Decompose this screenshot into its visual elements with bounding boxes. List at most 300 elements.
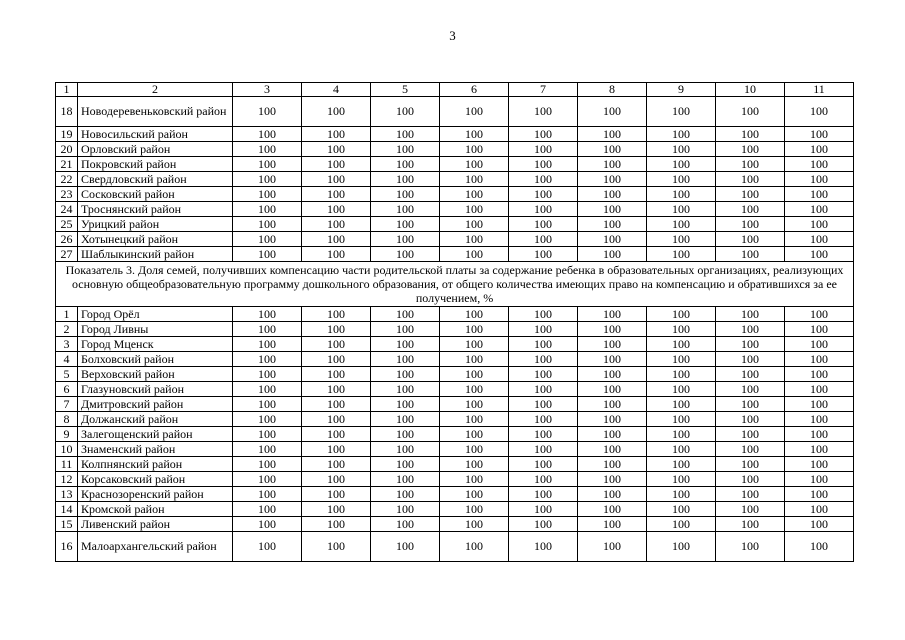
value-cell: 100 (647, 367, 716, 382)
row-number: 3 (56, 337, 78, 352)
table-row (56, 97, 854, 127)
district-name: Орловский район (78, 142, 233, 157)
value-cell: 100 (647, 322, 716, 337)
value-cell: 100 (233, 442, 302, 457)
value-cell: 100 (716, 142, 785, 157)
value-cell: 100 (302, 442, 371, 457)
value-cell: 100 (302, 232, 371, 247)
value-cell: 100 (785, 172, 854, 187)
value-cell: 100 (233, 247, 302, 262)
value-cell: 100 (233, 487, 302, 502)
value-cell: 100 (233, 397, 302, 412)
row-number: 12 (56, 472, 78, 487)
district-name: Должанский район (78, 412, 233, 427)
value-cell: 100 (578, 502, 647, 517)
value-cell: 100 (578, 487, 647, 502)
value-cell: 100 (647, 382, 716, 397)
value-cell: 100 (233, 97, 302, 127)
value-cell: 100 (578, 232, 647, 247)
row-number: 15 (56, 517, 78, 532)
value-cell: 100 (233, 157, 302, 172)
row-number: 7 (56, 397, 78, 412)
district-name: Кромской район (78, 502, 233, 517)
column-number-header: 2 (78, 83, 233, 97)
value-cell: 100 (578, 127, 647, 142)
district-name: Глазуновский район (78, 382, 233, 397)
value-cell: 100 (647, 517, 716, 532)
value-cell: 100 (509, 307, 578, 322)
value-cell: 100 (302, 457, 371, 472)
district-name: Сосковский район (78, 187, 233, 202)
row-number: 11 (56, 457, 78, 472)
value-cell: 100 (578, 382, 647, 397)
value-cell: 100 (509, 532, 578, 562)
value-cell: 100 (647, 157, 716, 172)
value-cell: 100 (785, 517, 854, 532)
value-cell: 100 (440, 487, 509, 502)
value-cell: 100 (509, 442, 578, 457)
value-cell: 100 (647, 172, 716, 187)
district-name: Город Ливны (78, 322, 233, 337)
value-cell: 100 (785, 307, 854, 322)
value-cell: 100 (509, 397, 578, 412)
value-cell: 100 (647, 502, 716, 517)
value-cell: 100 (440, 517, 509, 532)
value-cell: 100 (371, 97, 440, 127)
value-cell: 100 (302, 127, 371, 142)
value-cell: 100 (440, 412, 509, 427)
value-cell: 100 (509, 127, 578, 142)
value-cell: 100 (509, 217, 578, 232)
value-cell: 100 (371, 502, 440, 517)
value-cell: 100 (578, 472, 647, 487)
value-cell: 100 (371, 142, 440, 157)
district-name: Краснозоренский район (78, 487, 233, 502)
value-cell: 100 (716, 397, 785, 412)
district-name: Дмитровский район (78, 397, 233, 412)
district-name: Город Орёл (78, 307, 233, 322)
table-row (56, 397, 854, 412)
value-cell: 100 (371, 442, 440, 457)
value-cell: 100 (647, 247, 716, 262)
column-number-header: 10 (716, 83, 785, 97)
value-cell: 100 (578, 352, 647, 367)
table-row (56, 457, 854, 472)
value-cell: 100 (302, 532, 371, 562)
value-cell: 100 (440, 427, 509, 442)
value-cell: 100 (785, 232, 854, 247)
table-row (56, 142, 854, 157)
district-name: Ливенский район (78, 517, 233, 532)
value-cell: 100 (578, 367, 647, 382)
value-cell: 100 (578, 307, 647, 322)
value-cell: 100 (509, 187, 578, 202)
value-cell: 100 (716, 517, 785, 532)
value-cell: 100 (785, 127, 854, 142)
value-cell: 100 (440, 127, 509, 142)
table-row (56, 187, 854, 202)
value-cell: 100 (302, 307, 371, 322)
row-number: 4 (56, 352, 78, 367)
table-row (56, 217, 854, 232)
value-cell: 100 (509, 487, 578, 502)
data-table (55, 82, 854, 562)
value-cell: 100 (785, 247, 854, 262)
value-cell: 100 (716, 187, 785, 202)
value-cell: 100 (440, 352, 509, 367)
value-cell: 100 (302, 157, 371, 172)
value-cell: 100 (509, 157, 578, 172)
value-cell: 100 (509, 202, 578, 217)
value-cell: 100 (302, 487, 371, 502)
value-cell: 100 (509, 427, 578, 442)
row-number: 8 (56, 412, 78, 427)
value-cell: 100 (509, 457, 578, 472)
table-row (56, 232, 854, 247)
table-row (56, 412, 854, 427)
value-cell: 100 (371, 517, 440, 532)
value-cell: 100 (785, 472, 854, 487)
value-cell: 100 (440, 202, 509, 217)
value-cell: 100 (647, 217, 716, 232)
column-number-header: 9 (647, 83, 716, 97)
value-cell: 100 (233, 127, 302, 142)
column-number-header: 7 (509, 83, 578, 97)
table-row (56, 322, 854, 337)
value-cell: 100 (509, 232, 578, 247)
value-cell: 100 (302, 187, 371, 202)
value-cell: 100 (716, 502, 785, 517)
value-cell: 100 (233, 427, 302, 442)
value-cell: 100 (302, 427, 371, 442)
value-cell: 100 (785, 532, 854, 562)
value-cell: 100 (233, 232, 302, 247)
value-cell: 100 (647, 187, 716, 202)
value-cell: 100 (233, 217, 302, 232)
indicator-row (56, 262, 854, 307)
district-name: Новодеревеньковский район (78, 97, 233, 127)
row-number: 5 (56, 367, 78, 382)
value-cell: 100 (509, 517, 578, 532)
value-cell: 100 (716, 472, 785, 487)
value-cell: 100 (371, 487, 440, 502)
district-name: Свердловский район (78, 172, 233, 187)
column-number-header: 3 (233, 83, 302, 97)
value-cell: 100 (578, 247, 647, 262)
district-name: Урицкий район (78, 217, 233, 232)
value-cell: 100 (302, 502, 371, 517)
value-cell: 100 (716, 382, 785, 397)
value-cell: 100 (233, 172, 302, 187)
value-cell: 100 (716, 367, 785, 382)
value-cell: 100 (647, 397, 716, 412)
value-cell: 100 (371, 127, 440, 142)
value-cell: 100 (647, 457, 716, 472)
table-row (56, 472, 854, 487)
value-cell: 100 (716, 412, 785, 427)
value-cell: 100 (785, 97, 854, 127)
value-cell: 100 (785, 427, 854, 442)
value-cell: 100 (578, 412, 647, 427)
value-cell: 100 (716, 457, 785, 472)
value-cell: 100 (578, 157, 647, 172)
value-cell: 100 (440, 322, 509, 337)
value-cell: 100 (233, 322, 302, 337)
row-number: 14 (56, 502, 78, 517)
row-number: 16 (56, 532, 78, 562)
value-cell: 100 (302, 337, 371, 352)
table-row (56, 517, 854, 532)
value-cell: 100 (302, 472, 371, 487)
value-cell: 100 (647, 142, 716, 157)
value-cell: 100 (233, 382, 302, 397)
row-number: 24 (56, 202, 78, 217)
value-cell: 100 (578, 337, 647, 352)
column-number-header: 6 (440, 83, 509, 97)
value-cell: 100 (233, 412, 302, 427)
value-cell: 100 (440, 367, 509, 382)
value-cell: 100 (578, 172, 647, 187)
table-row (56, 307, 854, 322)
value-cell: 100 (371, 532, 440, 562)
value-cell: 100 (785, 487, 854, 502)
value-cell: 100 (509, 322, 578, 337)
value-cell: 100 (578, 217, 647, 232)
value-cell: 100 (371, 457, 440, 472)
row-number: 13 (56, 487, 78, 502)
column-number-header: 1 (56, 83, 78, 97)
table-row (56, 382, 854, 397)
value-cell: 100 (302, 382, 371, 397)
value-cell: 100 (371, 412, 440, 427)
table-row (56, 532, 854, 562)
value-cell: 100 (578, 97, 647, 127)
district-name: Шаблыкинский район (78, 247, 233, 262)
value-cell: 100 (509, 142, 578, 157)
table-row (56, 487, 854, 502)
value-cell: 100 (371, 322, 440, 337)
value-cell: 100 (647, 412, 716, 427)
value-cell: 100 (647, 127, 716, 142)
row-number: 20 (56, 142, 78, 157)
value-cell: 100 (371, 232, 440, 247)
value-cell: 100 (302, 217, 371, 232)
value-cell: 100 (371, 172, 440, 187)
value-cell: 100 (578, 442, 647, 457)
table-row (56, 367, 854, 382)
district-name: Город Мценск (78, 337, 233, 352)
value-cell: 100 (716, 427, 785, 442)
value-cell: 100 (509, 247, 578, 262)
row-number: 10 (56, 442, 78, 457)
value-cell: 100 (233, 367, 302, 382)
value-cell: 100 (440, 187, 509, 202)
value-cell: 100 (578, 427, 647, 442)
district-name: Колпнянский район (78, 457, 233, 472)
value-cell: 100 (785, 352, 854, 367)
value-cell: 100 (647, 427, 716, 442)
value-cell: 100 (647, 442, 716, 457)
value-cell: 100 (785, 337, 854, 352)
value-cell: 100 (233, 472, 302, 487)
table-row (56, 247, 854, 262)
column-number-header: 5 (371, 83, 440, 97)
value-cell: 100 (440, 157, 509, 172)
value-cell: 100 (647, 202, 716, 217)
value-cell: 100 (233, 307, 302, 322)
table-row (56, 352, 854, 367)
value-cell: 100 (233, 202, 302, 217)
value-cell: 100 (302, 397, 371, 412)
value-cell: 100 (716, 322, 785, 337)
value-cell: 100 (647, 532, 716, 562)
row-number: 2 (56, 322, 78, 337)
value-cell: 100 (302, 142, 371, 157)
row-number: 26 (56, 232, 78, 247)
value-cell: 100 (371, 307, 440, 322)
value-cell: 100 (371, 247, 440, 262)
value-cell: 100 (647, 472, 716, 487)
value-cell: 100 (578, 532, 647, 562)
value-cell: 100 (302, 172, 371, 187)
value-cell: 100 (440, 142, 509, 157)
table-row (56, 172, 854, 187)
table-row (56, 127, 854, 142)
value-cell: 100 (785, 502, 854, 517)
value-cell: 100 (647, 337, 716, 352)
value-cell: 100 (785, 202, 854, 217)
value-cell: 100 (440, 502, 509, 517)
value-cell: 100 (716, 352, 785, 367)
table-row (56, 157, 854, 172)
row-number: 19 (56, 127, 78, 142)
table-row (56, 442, 854, 457)
value-cell: 100 (440, 97, 509, 127)
row-number: 6 (56, 382, 78, 397)
value-cell: 100 (371, 157, 440, 172)
page-number: 3 (449, 28, 456, 43)
value-cell: 100 (509, 382, 578, 397)
value-cell: 100 (716, 442, 785, 457)
district-name: Залегощенский район (78, 427, 233, 442)
value-cell: 100 (785, 187, 854, 202)
value-cell: 100 (785, 217, 854, 232)
value-cell: 100 (440, 337, 509, 352)
value-cell: 100 (371, 337, 440, 352)
value-cell: 100 (647, 352, 716, 367)
value-cell: 100 (578, 187, 647, 202)
value-cell: 100 (716, 532, 785, 562)
value-cell: 100 (785, 412, 854, 427)
value-cell: 100 (647, 97, 716, 127)
value-cell: 100 (440, 397, 509, 412)
value-cell: 100 (716, 337, 785, 352)
column-number-header: 8 (578, 83, 647, 97)
value-cell: 100 (578, 142, 647, 157)
value-cell: 100 (371, 367, 440, 382)
table-row (56, 427, 854, 442)
value-cell: 100 (509, 352, 578, 367)
district-name: Новосильский район (78, 127, 233, 142)
row-number: 18 (56, 97, 78, 127)
row-number: 25 (56, 217, 78, 232)
table-header-row (56, 83, 854, 97)
value-cell: 100 (578, 397, 647, 412)
value-cell: 100 (716, 232, 785, 247)
value-cell: 100 (440, 217, 509, 232)
value-cell: 100 (233, 532, 302, 562)
value-cell: 100 (578, 322, 647, 337)
column-number-header: 4 (302, 83, 371, 97)
value-cell: 100 (716, 97, 785, 127)
value-cell: 100 (509, 472, 578, 487)
value-cell: 100 (371, 202, 440, 217)
value-cell: 100 (440, 307, 509, 322)
value-cell: 100 (785, 157, 854, 172)
value-cell: 100 (371, 397, 440, 412)
value-cell: 100 (716, 127, 785, 142)
value-cell: 100 (578, 517, 647, 532)
row-number: 21 (56, 157, 78, 172)
district-name: Малоархангельский район (78, 532, 233, 562)
column-number-header: 11 (785, 83, 854, 97)
value-cell: 100 (785, 457, 854, 472)
value-cell: 100 (785, 367, 854, 382)
value-cell: 100 (302, 97, 371, 127)
value-cell: 100 (509, 412, 578, 427)
table-row (56, 202, 854, 217)
row-number: 9 (56, 427, 78, 442)
table-row (56, 502, 854, 517)
value-cell: 100 (440, 442, 509, 457)
value-cell: 100 (785, 382, 854, 397)
value-cell: 100 (509, 97, 578, 127)
value-cell: 100 (647, 307, 716, 322)
district-name: Знаменский район (78, 442, 233, 457)
value-cell: 100 (785, 442, 854, 457)
value-cell: 100 (509, 502, 578, 517)
value-cell: 100 (647, 487, 716, 502)
value-cell: 100 (716, 202, 785, 217)
value-cell: 100 (233, 457, 302, 472)
value-cell: 100 (785, 142, 854, 157)
value-cell: 100 (371, 217, 440, 232)
value-cell: 100 (578, 457, 647, 472)
value-cell: 100 (302, 202, 371, 217)
value-cell: 100 (371, 382, 440, 397)
district-name: Хотынецкий район (78, 232, 233, 247)
value-cell: 100 (233, 187, 302, 202)
value-cell: 100 (233, 502, 302, 517)
value-cell: 100 (440, 457, 509, 472)
value-cell: 100 (440, 532, 509, 562)
value-cell: 100 (233, 142, 302, 157)
value-cell: 100 (716, 217, 785, 232)
district-name: Верховский район (78, 367, 233, 382)
value-cell: 100 (302, 367, 371, 382)
value-cell: 100 (440, 247, 509, 262)
district-name: Троснянский район (78, 202, 233, 217)
row-number: 27 (56, 247, 78, 262)
row-number: 1 (56, 307, 78, 322)
value-cell: 100 (509, 367, 578, 382)
value-cell: 100 (371, 427, 440, 442)
value-cell: 100 (302, 517, 371, 532)
value-cell: 100 (302, 352, 371, 367)
value-cell: 100 (509, 337, 578, 352)
indicator-heading: Показатель 3. Доля семей, получивших компенсацию части родительской платы за содержание ребенка в образовательных организациях, реализующих основную общеобразовательную программу дошкольного образования, от общего количества имеющих право на компенсацию и обратившихся за ее получением, % (56, 262, 854, 307)
row-number: 23 (56, 187, 78, 202)
